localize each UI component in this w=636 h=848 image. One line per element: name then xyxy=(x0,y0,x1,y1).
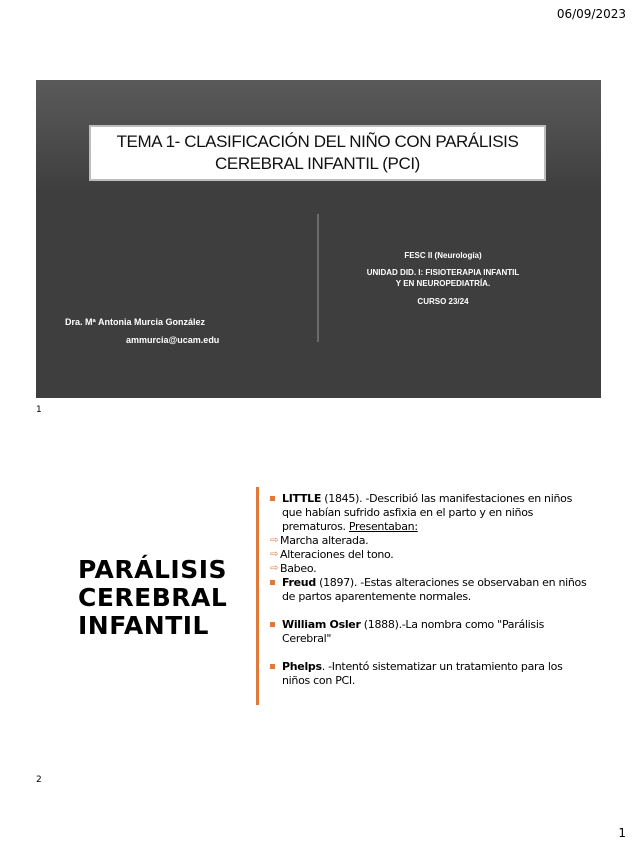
sub-bullet-text: Marcha alterada. xyxy=(280,534,369,547)
bullet-freud xyxy=(270,576,590,604)
little-name: LITTLE xyxy=(282,492,322,505)
slide-2-title xyxy=(78,556,227,640)
osler-text: (1888).-La nombra como "Parálisis Cerebral" xyxy=(282,618,545,645)
phelps-name: Phelps xyxy=(282,660,322,673)
little-presentaban: Presentaban: xyxy=(348,520,418,533)
square-bullet-icon xyxy=(270,622,275,627)
sub-bullet-1 xyxy=(270,534,590,548)
arrow-right-icon: ⇨ xyxy=(270,535,279,546)
bullet-phelps xyxy=(270,660,590,688)
little-text: (1845). -Describió las manifestaciones en niños que habían sufrido asfixia en el parto y en niños prematuros. xyxy=(282,492,573,533)
author-email: ammurcia@ucam.edu xyxy=(126,335,220,345)
sub-bullet-3 xyxy=(270,562,590,576)
course-year: CURSO 23/24 xyxy=(417,297,469,306)
slide-2-title-line-1: PARÁLISIS xyxy=(78,555,228,584)
phelps-text: . -Intentó sistematizar un tratamiento para los niños con PCI. xyxy=(282,660,563,687)
arrow-right-icon: ⇨ xyxy=(270,563,279,574)
slide-number-1: 1 xyxy=(36,405,42,415)
freud-name: Freud xyxy=(282,576,316,589)
slide-number-2: 2 xyxy=(36,775,42,785)
arrow-right-icon: ⇨ xyxy=(270,549,279,560)
course-subject: FESC II (Neurología) xyxy=(404,251,482,260)
author-name: Dra. Mª Antonia Murcia González xyxy=(65,317,206,327)
slide-1-title-line-1: TEMA 1- CLASIFICACIÓN DEL NIÑO CON PARÁLISIS xyxy=(116,132,519,151)
course-unit-line-1: UNIDAD DID. I: FISIOTERAPIA INFANTIL xyxy=(366,268,520,277)
slide-1 xyxy=(36,80,601,398)
square-bullet-icon xyxy=(270,580,275,585)
osler-name: William Osler xyxy=(282,618,361,631)
square-bullet-icon xyxy=(270,496,275,501)
bullet-osler xyxy=(270,618,590,646)
vertical-divider xyxy=(317,214,319,342)
sub-bullet-text: Babeo. xyxy=(280,562,317,575)
document-date: 06/09/2023 xyxy=(556,7,626,21)
page-number: 1 xyxy=(618,826,626,840)
history-bullet-list xyxy=(270,492,590,688)
freud-text: (1897). -Estas alteraciones se observaban en niños de partos aparentemente normales. xyxy=(282,576,587,603)
accent-bar xyxy=(256,487,259,705)
square-bullet-icon xyxy=(270,664,275,669)
slide-2-title-line-3: INFANTIL xyxy=(78,611,209,640)
slide-1-title xyxy=(89,125,546,181)
course-unit-line-2: Y EN NEUROPEDIATRÍA. xyxy=(395,279,491,288)
sub-bullet-text: Alteraciones del tono. xyxy=(280,548,394,561)
slide-1-title-line-2: CEREBRAL INFANTIL (PCI) xyxy=(215,154,420,173)
slide-2-title-line-2: CEREBRAL xyxy=(78,583,228,612)
sub-bullet-2 xyxy=(270,548,590,562)
bullet-little xyxy=(270,492,590,534)
